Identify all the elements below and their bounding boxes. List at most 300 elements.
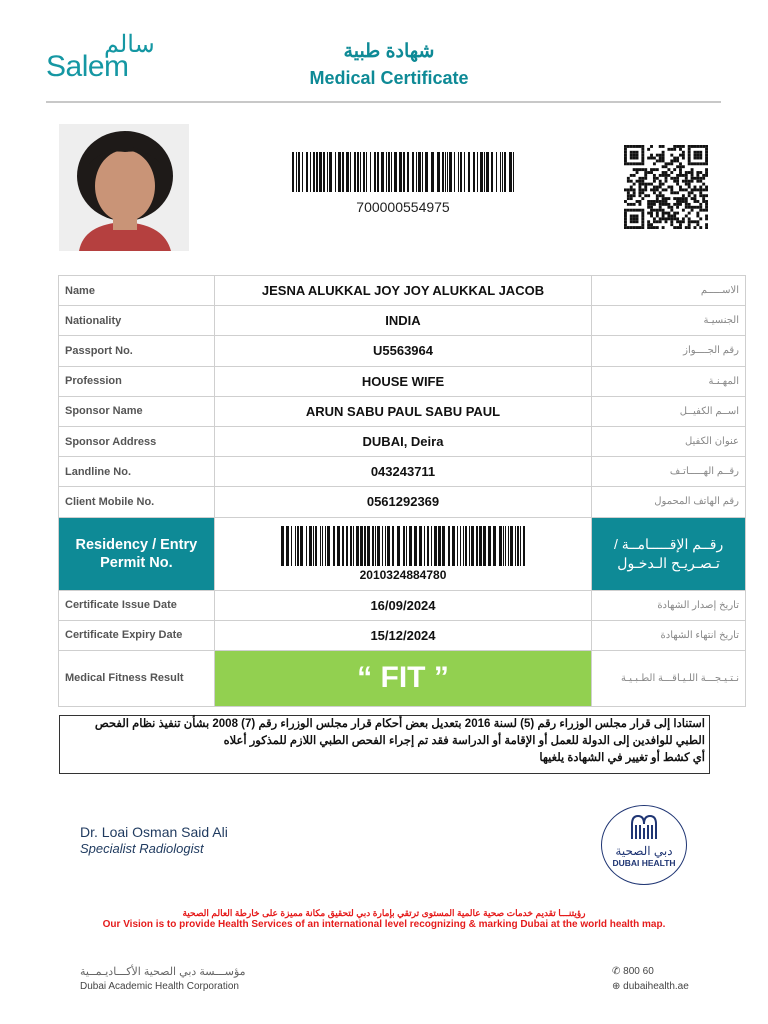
- qr-module: [650, 212, 653, 215]
- barcode-bar: [346, 152, 349, 192]
- barcode-bar: [327, 152, 328, 192]
- field-label-arabic: الاســـــم: [592, 276, 746, 306]
- qr-module: [633, 168, 636, 171]
- field-value: 16/09/2024: [214, 590, 592, 620]
- qr-module: [662, 154, 665, 157]
- qr-module: [650, 226, 653, 229]
- qr-module: [679, 148, 682, 151]
- qr-module: [685, 180, 688, 183]
- logo-english: Salem: [46, 50, 129, 83]
- qr-module: [694, 157, 697, 160]
- qr-module: [638, 162, 641, 165]
- qr-module: [638, 168, 641, 171]
- table-row: [59, 426, 746, 456]
- qr-module: [665, 212, 668, 215]
- qr-module: [636, 168, 639, 171]
- qr-module: [679, 220, 682, 223]
- barcode-bar: [465, 526, 467, 566]
- qr-module: [673, 203, 676, 206]
- qr-module: [624, 217, 627, 220]
- qr-module: [688, 223, 691, 226]
- qr-module: [659, 206, 662, 209]
- barcode-bar: [319, 152, 322, 192]
- qr-module: [670, 188, 673, 191]
- qr-module: [650, 203, 653, 206]
- barcode-bar: [372, 526, 374, 566]
- barcode-bar: [513, 152, 514, 192]
- barcode-bar: [486, 152, 489, 192]
- residency-barcode: [281, 526, 525, 566]
- qr-module: [688, 154, 691, 157]
- barcode-bar: [375, 526, 376, 566]
- qr-module: [688, 162, 691, 165]
- barcode-bar: [310, 152, 311, 192]
- qr-module: [685, 171, 688, 174]
- qr-module: [638, 186, 641, 189]
- table-row: [59, 396, 746, 426]
- qr-module: [636, 200, 639, 203]
- qr-code: [623, 145, 709, 229]
- qr-module: [682, 194, 685, 197]
- qr-module: [647, 226, 650, 229]
- qr-module: [694, 206, 697, 209]
- barcode-bar: [291, 526, 292, 566]
- qr-module: [641, 145, 644, 148]
- qr-module: [682, 200, 685, 203]
- qr-module: [670, 162, 673, 165]
- corporation-name: Dubai Academic Health Corporation: [80, 981, 239, 992]
- qr-module: [699, 203, 702, 206]
- barcode-bar: [520, 526, 521, 566]
- qr-module: [630, 220, 633, 223]
- qr-module: [662, 145, 665, 148]
- residency-label-arabic: رقــم الإقـــــامــة / تـصـريـح الـدخـول: [592, 517, 746, 590]
- barcode-bar: [523, 526, 525, 566]
- qr-module: [624, 162, 627, 165]
- field-label: Profession: [59, 366, 215, 396]
- qr-module: [705, 148, 708, 151]
- barcode-bar: [286, 526, 289, 566]
- qr-module: [653, 226, 656, 229]
- qr-module: [624, 215, 627, 218]
- barcode-bar: [469, 526, 470, 566]
- qr-module: [670, 223, 673, 226]
- field-value: INDIA: [214, 306, 592, 336]
- barcode-bar: [422, 152, 423, 192]
- field-label-arabic: الجنسيـة: [592, 306, 746, 336]
- qr-module: [699, 171, 702, 174]
- barcode-bar: [403, 152, 405, 192]
- qr-module: [641, 148, 644, 151]
- barcode-bar: [350, 526, 352, 566]
- qr-module: [699, 154, 702, 157]
- qr-module: [665, 162, 668, 165]
- qr-module: [627, 188, 630, 191]
- qr-module: [702, 200, 705, 203]
- corporation-arabic: مؤســـسة دبي الصحية الأكـــاديـمــية: [80, 966, 246, 978]
- qr-module: [656, 188, 659, 191]
- qr-module: [688, 226, 691, 229]
- qr-module: [699, 186, 702, 189]
- barcode-bar: [407, 152, 409, 192]
- barcode-bar: [464, 152, 465, 192]
- qr-module: [624, 209, 627, 212]
- qr-module: [633, 162, 636, 165]
- qr-module: [679, 171, 682, 174]
- globe-icon: ⊕: [612, 981, 624, 992]
- qr-module: [694, 177, 697, 180]
- qr-module: [696, 206, 699, 209]
- qr-module: [650, 168, 653, 171]
- qr-module: [630, 186, 633, 189]
- qr-module: [647, 220, 650, 223]
- barcode-bar: [458, 152, 459, 192]
- qr-module: [682, 174, 685, 177]
- field-label-arabic: تاريخ إصدار الشهادة: [592, 590, 746, 620]
- barcode-bar: [438, 526, 441, 566]
- qr-module: [691, 168, 694, 171]
- qr-module: [636, 154, 639, 157]
- qr-module: [673, 180, 676, 183]
- qr-module: [696, 162, 699, 165]
- qr-module: [627, 145, 630, 148]
- qr-module: [702, 183, 705, 186]
- fitness-result: “ FIT ”: [214, 650, 592, 706]
- qr-module: [630, 174, 633, 177]
- qr-module: [670, 209, 673, 212]
- qr-module: [627, 162, 630, 165]
- barcode-bar: [414, 526, 417, 566]
- qr-module: [636, 217, 639, 220]
- qr-module: [676, 203, 679, 206]
- doctor-title: Specialist Radiologist: [80, 841, 204, 856]
- field-label: Client Mobile No.: [59, 487, 215, 517]
- barcode-bar: [357, 152, 359, 192]
- website-link[interactable]: dubaihealth.ae: [623, 981, 689, 992]
- barcode-bar: [517, 526, 519, 566]
- qr-module: [670, 148, 673, 151]
- qr-module: [662, 194, 665, 197]
- barcode-bar: [363, 152, 365, 192]
- qr-module: [682, 220, 685, 223]
- qr-module: [624, 223, 627, 226]
- qr-module: [696, 223, 699, 226]
- barcode-bar: [320, 526, 321, 566]
- qr-module: [630, 157, 633, 160]
- residency-number: 2010324884780: [359, 567, 447, 582]
- table-row: [59, 276, 746, 306]
- qr-module: [638, 194, 641, 197]
- qr-module: [656, 220, 659, 223]
- qr-module: [685, 174, 688, 177]
- qr-module: [662, 209, 665, 212]
- qr-module: [641, 157, 644, 160]
- barcode-bar: [484, 152, 485, 192]
- barcode-bar: [298, 152, 300, 192]
- qr-module: [688, 203, 691, 206]
- qr-module: [705, 203, 708, 206]
- qr-module: [630, 145, 633, 148]
- qr-module: [647, 183, 650, 186]
- field-value: 043243711: [214, 457, 592, 487]
- barcode-bar: [471, 526, 474, 566]
- qr-module: [659, 159, 662, 162]
- barcode-bar: [387, 526, 390, 566]
- qr-module: [679, 165, 682, 168]
- qr-module: [630, 226, 633, 229]
- certificate-details-table: [58, 275, 746, 707]
- qr-module: [647, 148, 650, 151]
- field-label-arabic: تاريخ انتهاء الشهادة: [592, 620, 746, 650]
- qr-module: [641, 162, 644, 165]
- barcode-bar: [515, 526, 516, 566]
- qr-module: [662, 212, 665, 215]
- barcode-bar: [281, 526, 284, 566]
- qr-module: [696, 188, 699, 191]
- qr-module: [688, 206, 691, 209]
- table-row: [59, 620, 746, 650]
- qr-module: [653, 177, 656, 180]
- qr-module: [702, 145, 705, 148]
- qr-module: [641, 191, 644, 194]
- qr-module: [647, 212, 650, 215]
- qr-module: [647, 206, 650, 209]
- qr-module: [636, 171, 639, 174]
- qr-module: [659, 191, 662, 194]
- dubai-health-logo: [601, 805, 687, 885]
- qr-module: [656, 209, 659, 212]
- qr-module: [630, 151, 633, 154]
- barcode-bar: [306, 526, 307, 566]
- qr-module: [685, 197, 688, 200]
- barcode-bar: [412, 152, 414, 192]
- qr-module: [659, 157, 662, 160]
- field-label: Landline No.: [59, 457, 215, 487]
- qr-module: [694, 220, 697, 223]
- barcode-bar: [337, 526, 340, 566]
- qr-module: [673, 159, 676, 162]
- barcode-bar: [394, 152, 397, 192]
- qr-module: [633, 215, 636, 218]
- qr-module: [667, 203, 670, 206]
- qr-module: [641, 180, 644, 183]
- barcode-bar: [499, 526, 502, 566]
- qr-module: [705, 162, 708, 165]
- residency-label: Residency / Entry Permit No.: [59, 517, 215, 590]
- qr-module: [688, 151, 691, 154]
- qr-module: [694, 200, 697, 203]
- qr-module: [670, 171, 673, 174]
- qr-module: [682, 157, 685, 160]
- barcode-bar: [508, 526, 509, 566]
- qr-module: [667, 186, 670, 189]
- barcode-bar: [382, 526, 383, 566]
- barcode-bar: [434, 526, 437, 566]
- qr-module: [624, 226, 627, 229]
- qr-module: [665, 188, 668, 191]
- barcode-bar: [392, 526, 394, 566]
- qr-module: [662, 183, 665, 186]
- qr-module: [638, 226, 641, 229]
- qr-module: [679, 174, 682, 177]
- qr-module: [636, 226, 639, 229]
- qr-module: [696, 145, 699, 148]
- qr-module: [688, 220, 691, 223]
- qr-module: [659, 203, 662, 206]
- qr-module: [673, 177, 676, 180]
- barcode-bar: [300, 526, 303, 566]
- qr-module: [665, 165, 668, 168]
- barcode-bar: [510, 526, 513, 566]
- qr-module: [696, 154, 699, 157]
- qr-module: [638, 177, 641, 180]
- qr-module: [688, 194, 691, 197]
- qr-module: [630, 162, 633, 165]
- qr-module: [641, 209, 644, 212]
- barcode-bar: [504, 152, 506, 192]
- qr-module: [699, 209, 702, 212]
- qr-module: [705, 194, 708, 197]
- barcode-bar: [385, 526, 386, 566]
- page-title: Medical Certificate: [309, 68, 469, 88]
- qr-module: [624, 200, 627, 203]
- fitness-row: [59, 650, 746, 706]
- qr-module: [653, 200, 656, 203]
- qr-module: [699, 151, 702, 154]
- qr-module: [630, 209, 633, 212]
- qr-module: [653, 209, 656, 212]
- qr-module: [636, 162, 639, 165]
- qr-module: [633, 209, 636, 212]
- field-label: Certificate Expiry Date: [59, 620, 215, 650]
- qr-module: [627, 203, 630, 206]
- field-value: 15/12/2024: [214, 620, 592, 650]
- qr-module: [662, 171, 665, 174]
- qr-module: [676, 191, 679, 194]
- qr-module: [647, 200, 650, 203]
- qr-module: [705, 209, 708, 212]
- qr-module: [691, 191, 694, 194]
- qr-module: [702, 209, 705, 212]
- qr-module: [667, 174, 670, 177]
- qr-module: [676, 174, 679, 177]
- qr-module: [667, 206, 670, 209]
- qr-module: [696, 215, 699, 218]
- qr-module: [676, 226, 679, 229]
- qr-module: [665, 171, 668, 174]
- vision-statement: Our Vision is to provide Health Services of an international level recognizing & marking Dubai at the world health map.: [102, 919, 666, 930]
- qr-module: [667, 148, 670, 151]
- qr-module: [688, 159, 691, 162]
- barcode-bar: [460, 526, 461, 566]
- qr-module: [630, 188, 633, 191]
- barcode-bar: [437, 152, 440, 192]
- qr-module: [699, 226, 702, 229]
- qr-module: [688, 180, 691, 183]
- qr-module: [647, 203, 650, 206]
- qr-module: [659, 200, 662, 203]
- qr-module: [673, 217, 676, 220]
- qr-module: [679, 186, 682, 189]
- qr-module: [682, 180, 685, 183]
- barcode-bar: [500, 152, 501, 192]
- barcode-bar: [306, 152, 308, 192]
- qr-module: [647, 157, 650, 160]
- qr-module: [641, 159, 644, 162]
- barcode-bar: [431, 152, 434, 192]
- barcode-bar: [445, 152, 446, 192]
- barcode-number: 700000554975: [356, 199, 450, 215]
- qr-module: [641, 154, 644, 157]
- title-arabic: شهادة طبية: [343, 41, 435, 62]
- qr-module: [633, 151, 636, 154]
- qr-module: [667, 212, 670, 215]
- barcode-bar: [496, 152, 497, 192]
- qr-module: [667, 168, 670, 171]
- qr-module: [641, 177, 644, 180]
- qr-module: [705, 200, 708, 203]
- field-value: JESNA ALUKKAL JOY JOY ALUKKAL JACOB: [214, 276, 592, 306]
- barcode-bar: [315, 526, 317, 566]
- qr-module: [662, 157, 665, 160]
- field-label: Sponsor Name: [59, 396, 215, 426]
- qr-module: [633, 157, 636, 160]
- qr-module: [679, 200, 682, 203]
- barcode-bar: [425, 152, 428, 192]
- qr-module: [702, 194, 705, 197]
- qr-module: [644, 183, 647, 186]
- barcode-bar: [403, 526, 405, 566]
- barcode-bar: [463, 526, 464, 566]
- qr-module: [688, 145, 691, 148]
- qr-module: [644, 171, 647, 174]
- qr-module: [636, 180, 639, 183]
- field-value: ARUN SABU PAUL SABU PAUL: [214, 396, 592, 426]
- qr-module: [644, 188, 647, 191]
- qr-module: [662, 215, 665, 218]
- field-label: Nationality: [59, 306, 215, 336]
- table-row: [59, 487, 746, 517]
- barcode-bar: [388, 152, 390, 192]
- qr-module: [676, 183, 679, 186]
- barcode-bar: [503, 526, 504, 566]
- qr-module: [624, 148, 627, 151]
- qr-module: [653, 162, 656, 165]
- qr-module: [705, 206, 708, 209]
- qr-module: [641, 217, 644, 220]
- qr-module: [676, 220, 679, 223]
- barcode-bar: [391, 152, 392, 192]
- qr-module: [705, 171, 708, 174]
- qr-module: [673, 191, 676, 194]
- qr-module: [667, 162, 670, 165]
- qr-module: [641, 226, 644, 229]
- barcode-bar: [342, 152, 344, 192]
- barcode-bar: [491, 152, 493, 192]
- qr-module: [696, 212, 699, 215]
- barcode-bar: [427, 526, 429, 566]
- barcode-bar: [364, 526, 366, 566]
- qr-module: [656, 194, 659, 197]
- qr-module: [679, 223, 682, 226]
- qr-module: [659, 217, 662, 220]
- qr-module: [650, 223, 653, 226]
- qr-module: [650, 145, 653, 148]
- qr-module: [694, 154, 697, 157]
- fitness-label: Medical Fitness Result: [59, 650, 215, 706]
- qr-module: [650, 188, 653, 191]
- barcode-bar: [468, 152, 470, 192]
